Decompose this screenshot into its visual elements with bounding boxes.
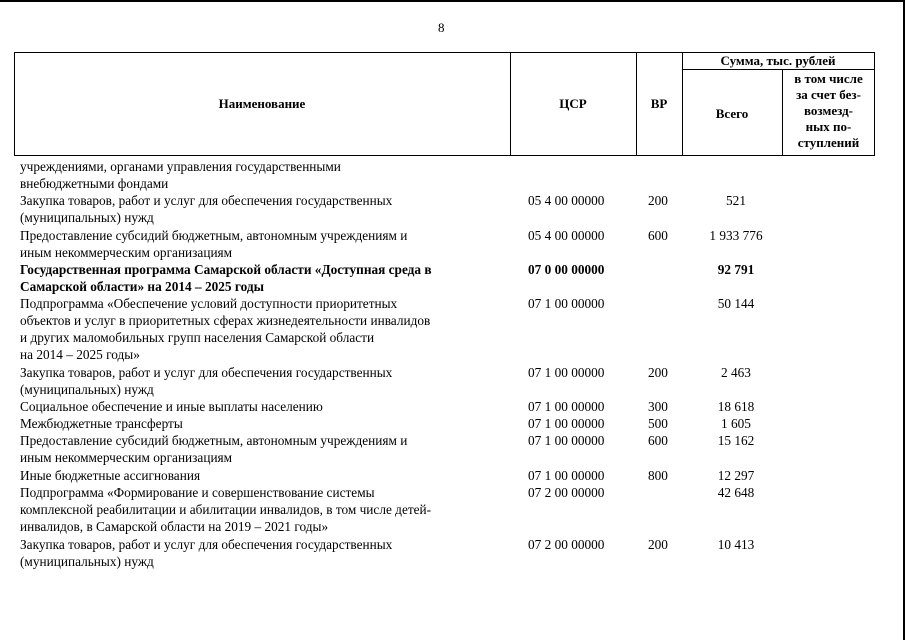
row-total: 42 648	[717, 485, 755, 500]
header-free-receipts: в том числе за счет без- возмезд- ных по- ступлений	[794, 71, 863, 150]
header-total: Всего	[715, 106, 749, 121]
row-total: 521	[726, 193, 746, 208]
row-name: Закупка товаров, работ и услуг для обеспечения государственных (муниципальных) нужд	[20, 193, 393, 225]
row-name: Социальное обеспечение и иные выплаты населению	[20, 399, 323, 414]
header-csr: ЦСР	[559, 96, 587, 111]
row-name: учреждениями, органами управления государственными внебюджетными фондами	[20, 159, 341, 191]
row-total: 92 791	[717, 262, 755, 277]
row-csr: 07 0 00 00000	[528, 262, 605, 277]
row-csr: 07 1 00 00000	[528, 399, 605, 414]
sum-subheader-border	[682, 69, 875, 70]
row-name: Межбюджетные трансферты	[20, 416, 183, 431]
row-total: 1 933 776	[709, 228, 763, 243]
row-name: Закупка товаров, работ и услуг для обеспечения государственных (муниципальных) нужд	[20, 365, 393, 397]
row-total: 12 297	[717, 468, 755, 483]
header-right-border	[874, 52, 875, 156]
row-total: 10 413	[717, 537, 755, 552]
row-csr: 05 4 00 00000	[528, 193, 605, 208]
row-name: Подпрограмма «Обеспечение условий доступности приоритетных объектов и услуг в приоритетных сферах жизнедеятельности инвалидов и других маломобильных групп населения Самарской области на 2014 – 2025 годы»	[20, 296, 431, 362]
row-csr: 07 2 00 00000	[528, 485, 605, 500]
header-sum: Сумма, тыс. рублей	[720, 53, 836, 68]
row-vr: 600	[648, 433, 668, 448]
row-name: Государственная программа Самарской области «Доступная среда в Самарской области» на 2014 – 2025 годы	[20, 262, 432, 294]
header-bottom-border	[14, 155, 875, 156]
row-name: Предоставление субсидий бюджетным, автономным учреждениям и иным некоммерческим организациям	[20, 433, 408, 465]
scan-border-top	[0, 0, 905, 2]
row-csr: 07 2 00 00000	[528, 537, 605, 552]
header-name: Наименование	[218, 96, 306, 111]
row-total: 18 618	[717, 399, 755, 414]
row-csr: 07 1 00 00000	[528, 365, 605, 380]
row-csr: 07 1 00 00000	[528, 468, 605, 483]
row-total: 15 162	[717, 433, 755, 448]
row-csr: 07 1 00 00000	[528, 433, 605, 448]
row-name: Подпрограмма «Формирование и совершенствование системы комплексной реабилитации и абилитации инвалидов, в том числе детей- инвалидов, в Самарской области на 2019 – 2021 годы»	[20, 485, 432, 534]
row-csr: 07 1 00 00000	[528, 296, 605, 311]
row-vr: 600	[648, 228, 668, 243]
row-name: Иные бюджетные ассигнования	[20, 468, 201, 483]
page-number: 8	[438, 20, 445, 35]
row-vr: 200	[648, 193, 668, 208]
row-total: 50 144	[717, 296, 755, 311]
table-header	[14, 52, 875, 156]
row-vr: 500	[648, 416, 668, 431]
row-vr: 800	[648, 468, 668, 483]
row-total: 1 605	[721, 416, 751, 431]
row-vr: 200	[648, 365, 668, 380]
row-csr: 07 1 00 00000	[528, 416, 605, 431]
row-total: 2 463	[721, 365, 751, 380]
row-csr: 05 4 00 00000	[528, 228, 605, 243]
row-vr: 300	[648, 399, 668, 414]
row-name: Закупка товаров, работ и услуг для обеспечения государственных (муниципальных) нужд	[20, 537, 393, 569]
row-vr: 200	[648, 537, 668, 552]
row-name: Предоставление субсидий бюджетным, автономным учреждениям и иным некоммерческим организациям	[20, 228, 408, 260]
header-vr: ВР	[650, 96, 668, 111]
